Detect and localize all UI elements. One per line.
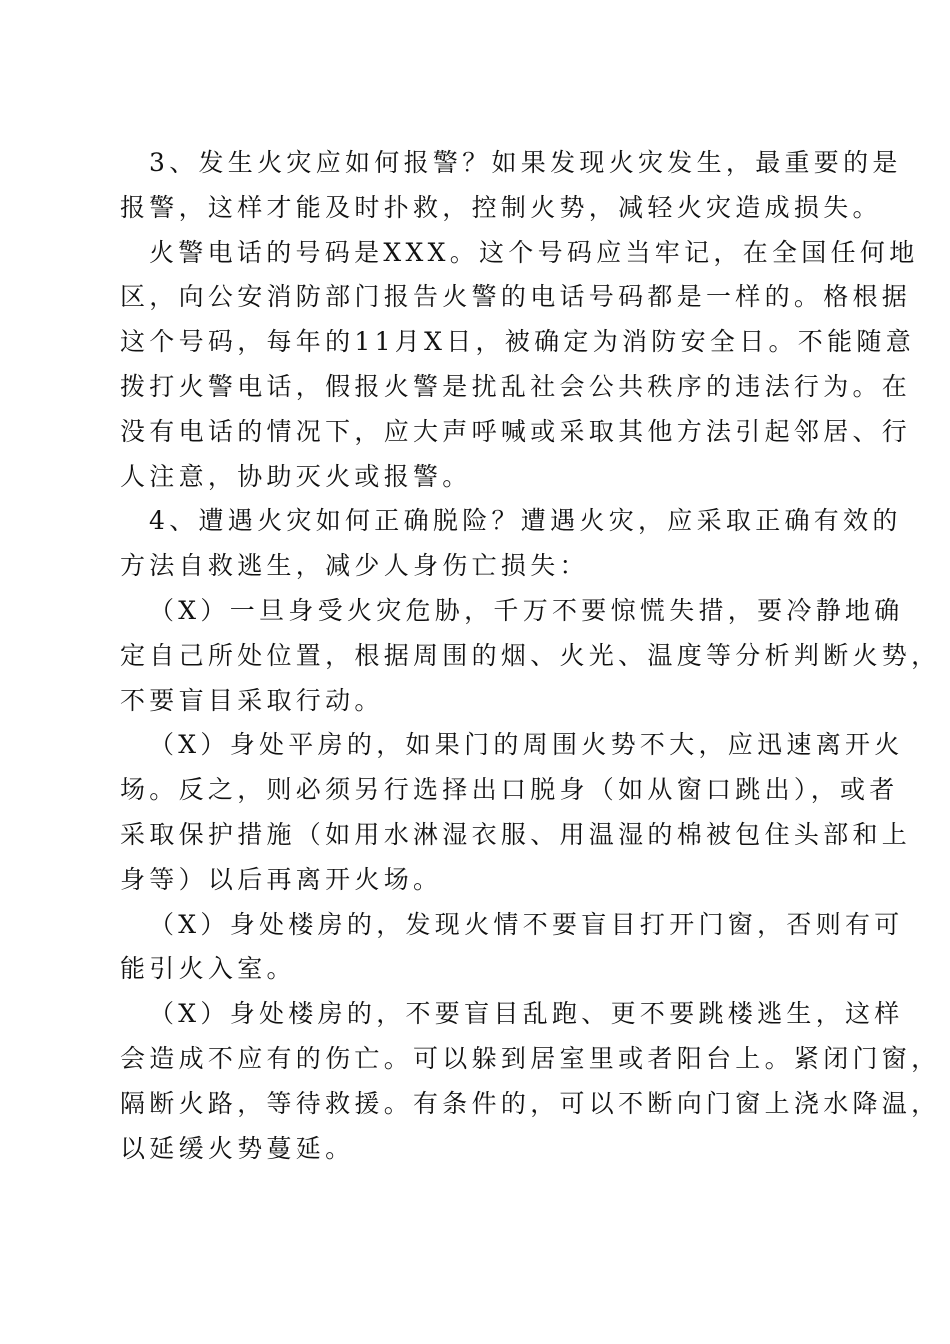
text-line: 4、遭遇火灾如何正确脱险？遭遇火灾，应采取正确有效的	[149, 506, 902, 536]
text-line: 人注意，协助灭火或报警。	[120, 461, 472, 491]
text-line: （X）身处楼房的，发现火情不要盲目打开门窗，否则有可	[149, 909, 904, 939]
text-line: 采取保护措施（如用水淋湿衣服、用温湿的棉被包住头部和上	[120, 819, 912, 849]
text-line: 区，向公安消防部门报告火警的电话号码都是一样的。格根据	[120, 282, 912, 312]
paragraph	[120, 499, 902, 589]
text-line: 能引火入室。	[120, 954, 296, 984]
text-line: 这个号码，每年的11月X日，被确定为消防安全日。不能随意	[120, 327, 916, 357]
text-line: （X）一旦身受火灾危胁，千万不要惊慌失措，要冷静地确	[149, 595, 904, 625]
text-line: 方法自救逃生，减少人身伤亡损失：	[120, 551, 589, 581]
text-line: 火警电话的号码是XXX。这个号码应当牢记，在全国任何地	[149, 237, 919, 267]
text-line: 会造成不应有的伤亡。可以躲到居室里或者阳台上。紧闭门窗，	[120, 1043, 941, 1073]
paragraph	[120, 903, 904, 993]
text-line: 身等）以后再离开火场。	[120, 864, 443, 894]
document-page	[120, 141, 941, 1171]
text-line: 定自己所处位置，根据周围的烟、火光、温度等分析判断火势，	[120, 640, 941, 670]
text-line: 3、发生火灾应如何报警？如果发现火灾发生，最重要的是	[149, 148, 902, 177]
text-line: 场。反之，则必须另行选择出口脱身（如从窗口跳出），或者	[120, 775, 899, 805]
text-line: 以延缓火势蔓延。	[120, 1133, 355, 1163]
text-line: 不要盲目采取行动。	[120, 685, 384, 715]
paragraph	[120, 141, 902, 231]
paragraph	[120, 723, 912, 902]
text-line: 报警，这样才能及时扑救，控制火势，减轻火灾造成损失。	[120, 192, 882, 222]
text-line: （X）身处平房的，如果门的周围火势不大，应迅速离开火	[149, 730, 904, 760]
text-line: 隔断火路，等待救援。有条件的，可以不断向门窗上浇水降温，	[120, 1088, 941, 1118]
paragraph	[120, 231, 919, 500]
text-line: （X）身处楼房的，不要盲目乱跑、更不要跳楼逃生，这样	[149, 999, 904, 1029]
paragraph	[120, 992, 941, 1171]
text-line: 拨打火警电话，假报火警是扰乱社会公共秩序的违法行为。在	[120, 371, 912, 401]
paragraph	[120, 589, 941, 723]
text-line: 没有电话的情况下，应大声呼喊或采取其他方法引起邻居、行	[120, 416, 912, 446]
